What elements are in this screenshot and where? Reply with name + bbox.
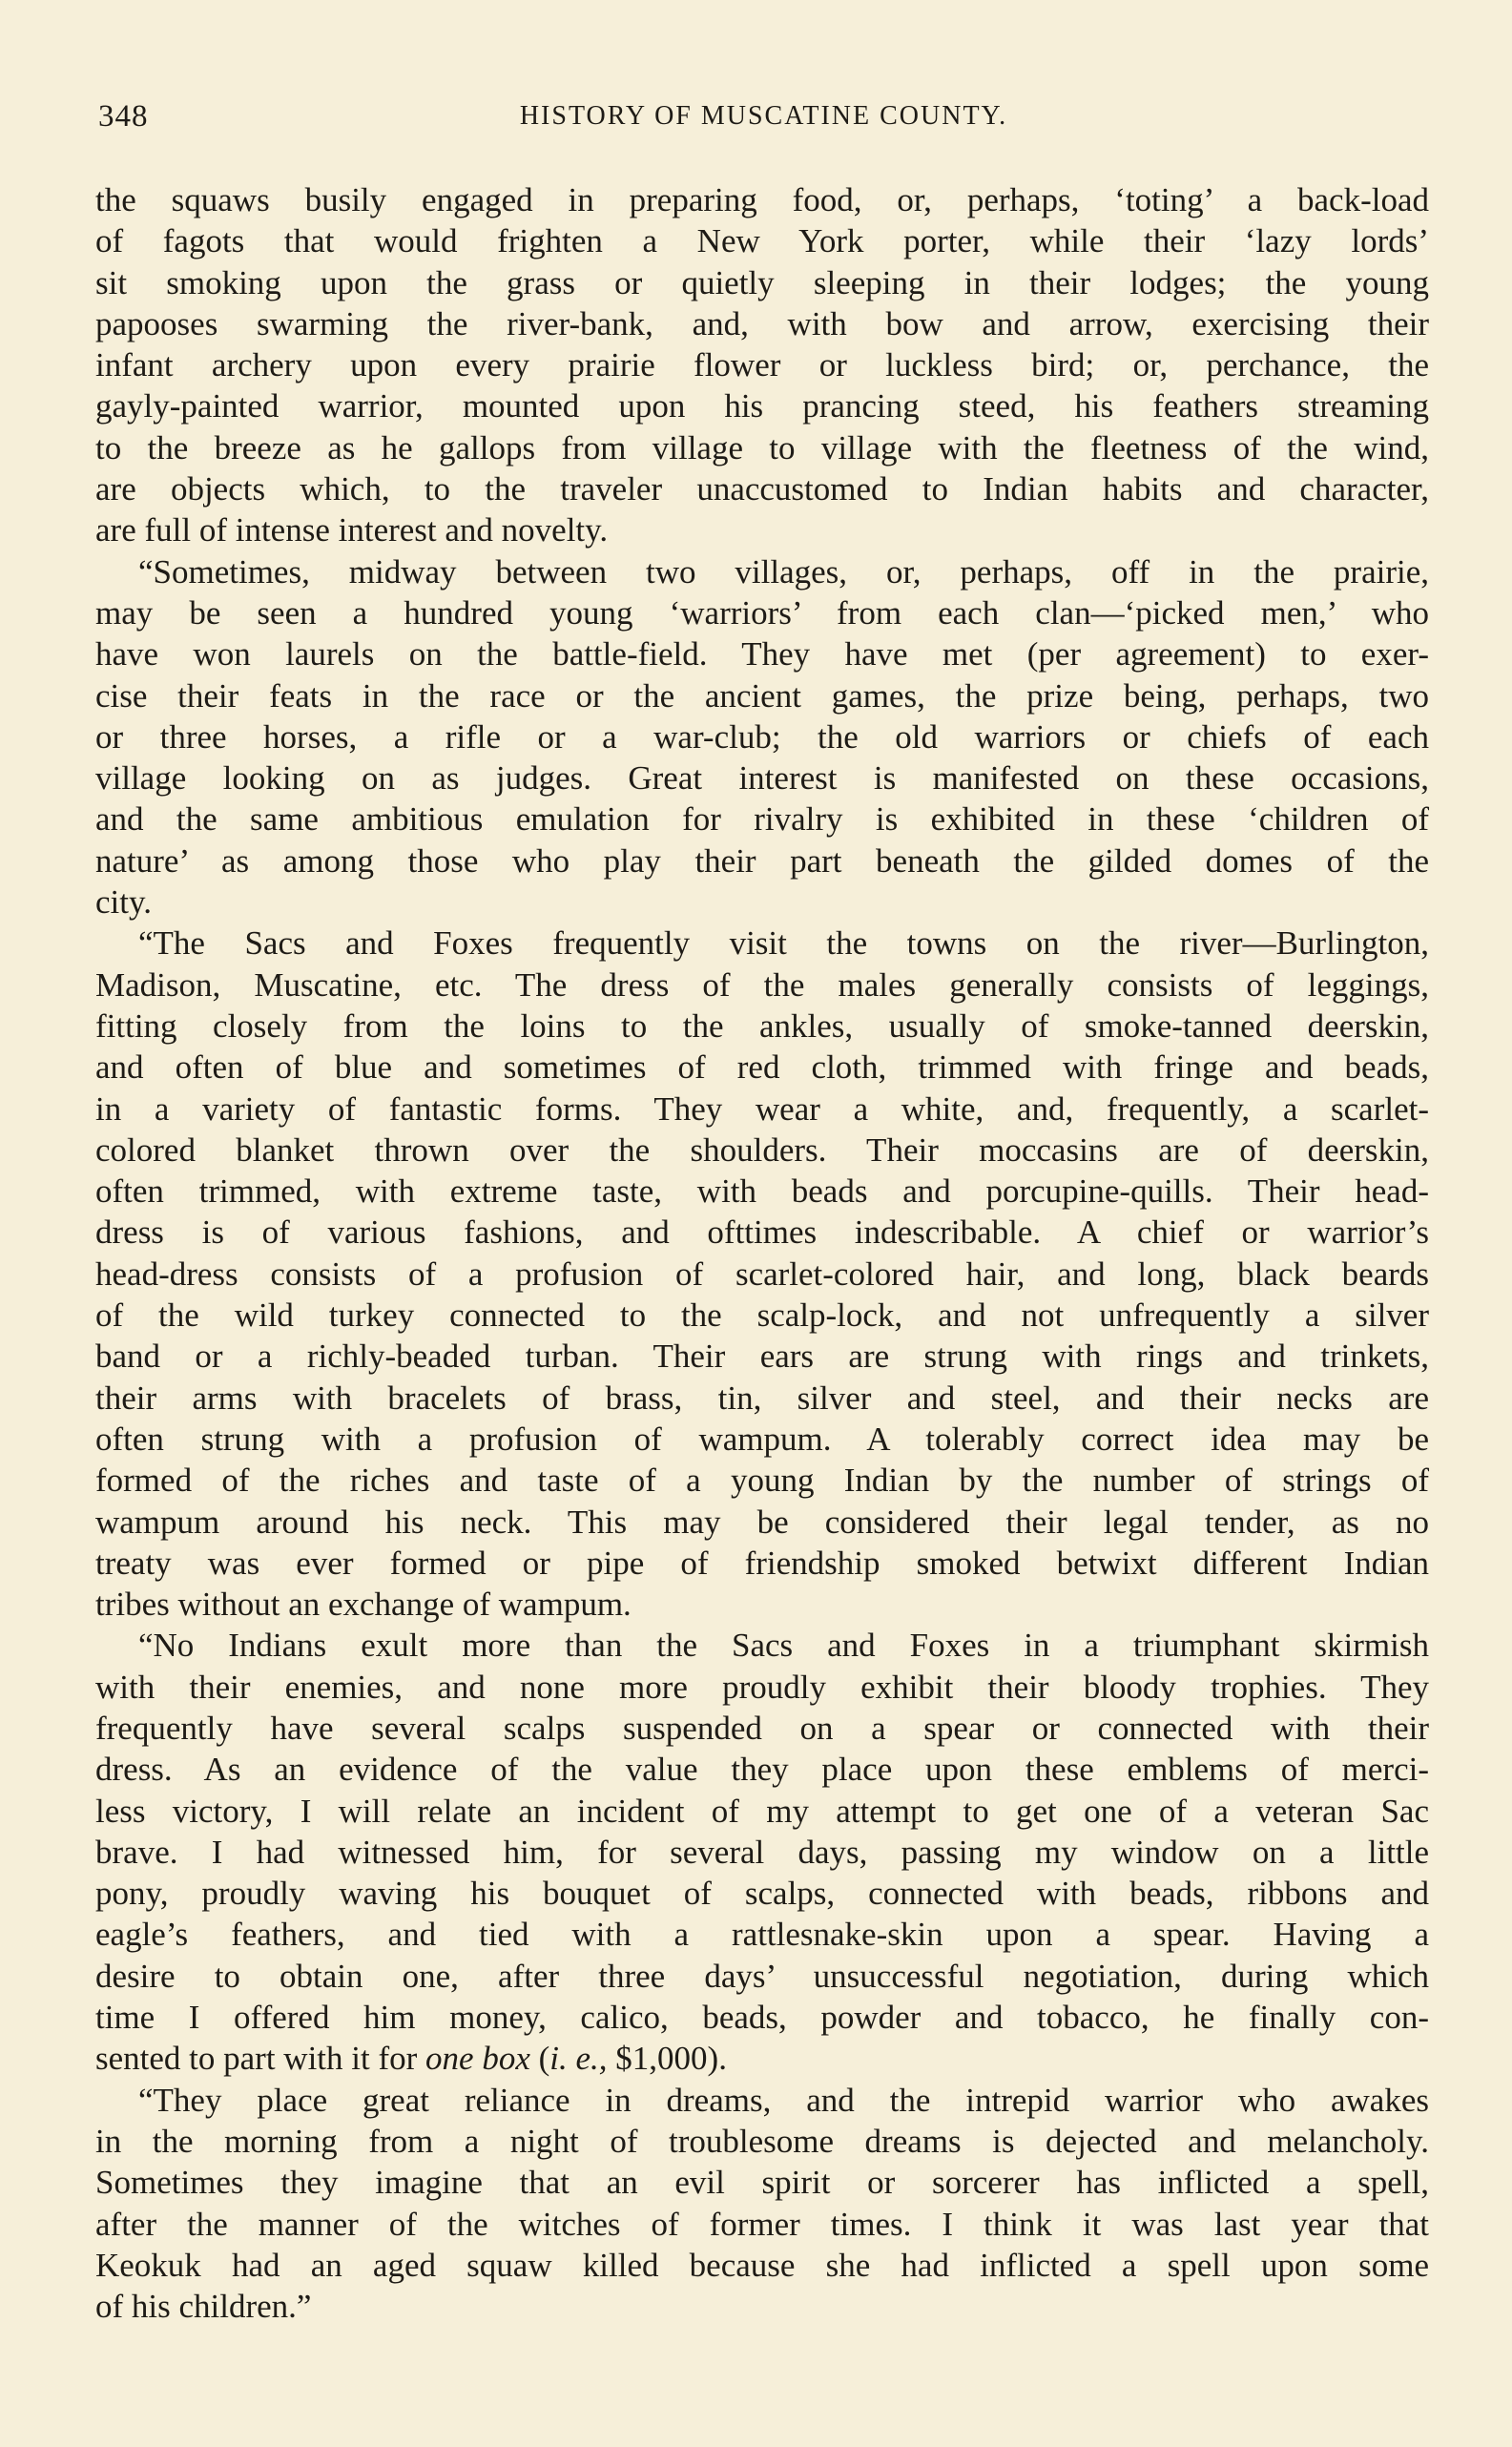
text-line: less victory, I will relate an incident of my attempt to get one of a veteran Sac <box>95 1792 1429 1830</box>
text-line: to the breeze as he gallops from village to village with the fleetness of the wind, <box>95 428 1429 467</box>
text-run: sented to part with it for <box>95 2040 426 2078</box>
text-line: “No Indians exult more than the Sacs and Foxes in a triumphant skirmish <box>138 1627 1429 1665</box>
text-run: ( <box>529 2040 550 2078</box>
text-line: and often of blue and sometimes of red cloth, trimmed with fringe and beads, <box>95 1048 1429 1087</box>
text-line: of the wild turkey connected to the scalp-lock, and not unfrequently a silver <box>95 1296 1429 1335</box>
text-line: papooses swarming the river-bank, and, with bow and arrow, exercising their <box>95 304 1429 342</box>
text-line: time I offered him money, calico, beads, powder and tobacco, he finally con- <box>95 1999 1429 2037</box>
text-line: village looking on as judges. Great interest is manifested on these occasions, <box>95 759 1429 798</box>
text-line: often strung with a profusion of wampum. A tolerably correct idea may be <box>95 1420 1429 1458</box>
text-line: often trimmed, with extreme taste, with beads and porcupine-quills. Their head- <box>95 1172 1429 1211</box>
running-head: HISTORY OF MUSCATINE COUNTY. <box>519 101 1008 131</box>
text-line: nature’ as among those who play their part beneath the gilded domes of the <box>95 841 1429 880</box>
text-line: Madison, Muscatine, etc. The dress of the males generally consists of leggings, <box>95 965 1429 1004</box>
text-line: are objects which, to the traveler unaccustomed to Indian habits and character, <box>95 470 1429 508</box>
text-line: of his children.” <box>95 2288 312 2326</box>
text-line: band or a richly-beaded turban. Their ears are strung with rings and trinkets, <box>95 1338 1429 1376</box>
text-line: are full of intense interest and novelty. <box>95 511 609 550</box>
text-line: sit smoking upon the grass or quietly sleeping in their lodges; the young <box>95 263 1429 301</box>
paragraph-3 <box>95 923 1429 1625</box>
text-line: their arms with bracelets of brass, tin, silver and steel, and their necks are <box>95 1379 1429 1417</box>
italic-abbreviation: i. e., <box>549 2040 608 2078</box>
text-line: the squaws busily engaged in preparing food, or, perhaps, ‘toting’ a back-load <box>95 181 1429 218</box>
text-line: wampum around his neck. This may be considered their legal tender, as no <box>95 1503 1429 1541</box>
text-line: eagle’s feathers, and tied with a rattlesnake-skin upon a spear. Having a <box>95 1916 1429 1954</box>
text-line: and the same ambitious emulation for rivalry is exhibited in these ‘children of <box>95 800 1429 839</box>
text-line: frequently have several scalps suspended on a spear or connected with their <box>95 1709 1429 1747</box>
paragraph-4 <box>95 1625 1429 2079</box>
text-line: colored blanket thrown over the shoulders. Their moccasins are of deerskin, <box>95 1130 1429 1169</box>
text-line: have won laurels on the battle-field. They have met (per agreement) to exer- <box>95 635 1429 674</box>
text-line: head-dress consists of a profusion of scarlet-colored hair, and long, black beards <box>95 1255 1429 1293</box>
paragraph-1 <box>95 179 1429 551</box>
text-line: infant archery upon every prairie flower or luckless bird; or, perchance, the <box>95 346 1429 384</box>
text-line: “The Sacs and Foxes frequently visit the towns on the river—Burlington, <box>138 924 1429 963</box>
text-line: tribes without an exchange of wampum. <box>95 1586 632 1624</box>
text-line: Keokuk had an aged squaw killed because she had inflicted a spell upon some <box>95 2246 1429 2284</box>
text-line: Sometimes they imagine that an evil spirit or sorcerer has inflicted a spell, <box>95 2164 1429 2202</box>
paragraph-5 <box>95 2080 1429 2328</box>
body-text <box>95 179 1429 2327</box>
page-number: 348 <box>98 99 149 134</box>
text-run: $1,000). <box>607 2040 727 2078</box>
text-line: city. <box>95 883 152 922</box>
text-line: dress. As an evidence of the value they place upon these emblems of merci- <box>95 1751 1429 1789</box>
text-line: in a variety of fantastic forms. They wear a white, and, frequently, a scarlet- <box>95 1089 1429 1128</box>
text-line: fitting closely from the loins to the ankles, usually of smoke-tanned deerskin, <box>95 1006 1429 1045</box>
text-line: treaty was ever formed or pipe of friendship smoked betwixt different Indian <box>95 1544 1429 1582</box>
text-line: of fagots that would frighten a New York porter, while their ‘lazy lords’ <box>95 222 1429 260</box>
text-line: “Sometimes, midway between two villages, or, perhaps, off in the prairie, <box>138 552 1429 591</box>
text-line: cise their feats in the race or the ancient games, the prize being, perhaps, two <box>95 676 1429 715</box>
text-line: gayly-painted warrior, mounted upon his prancing steed, his feathers streaming <box>95 387 1429 425</box>
paragraph-2 <box>95 551 1429 923</box>
text-line: formed of the riches and taste of a young Indian by the number of strings of <box>95 1462 1429 1500</box>
text-line: desire to obtain one, after three days’ unsuccessful negotiation, during which <box>95 1957 1429 1995</box>
italic-phrase: one box <box>425 2040 530 2078</box>
page-header <box>98 99 1429 156</box>
text-line: or three horses, a rifle or a war-club; the old warriors or chiefs of each <box>95 717 1429 756</box>
text-line: pony, proudly waving his bouquet of scalps, connected with beads, ribbons and <box>95 1875 1429 1913</box>
text-line: with their enemies, and none more proudly exhibit their bloody trophies. They <box>95 1668 1429 1706</box>
text-line: brave. I had witnessed him, for several days, passing my window on a little <box>95 1833 1429 1871</box>
text-line: dress is of various fashions, and ofttimes indescribable. A chief or warrior’s <box>95 1213 1429 1252</box>
paragraph-4-final-line <box>95 2038 1429 2079</box>
text-line: in the morning from a night of troublesome dreams is dejected and melancholy. <box>95 2122 1429 2160</box>
text-line: “They place great reliance in dreams, and the intrepid warrior who awakes <box>138 2081 1429 2119</box>
text-line: may be seen a hundred young ‘warriors’ from each clan—‘picked men,’ who <box>95 593 1429 632</box>
text-line: after the manner of the witches of former times. I think it was last year that <box>95 2205 1429 2243</box>
